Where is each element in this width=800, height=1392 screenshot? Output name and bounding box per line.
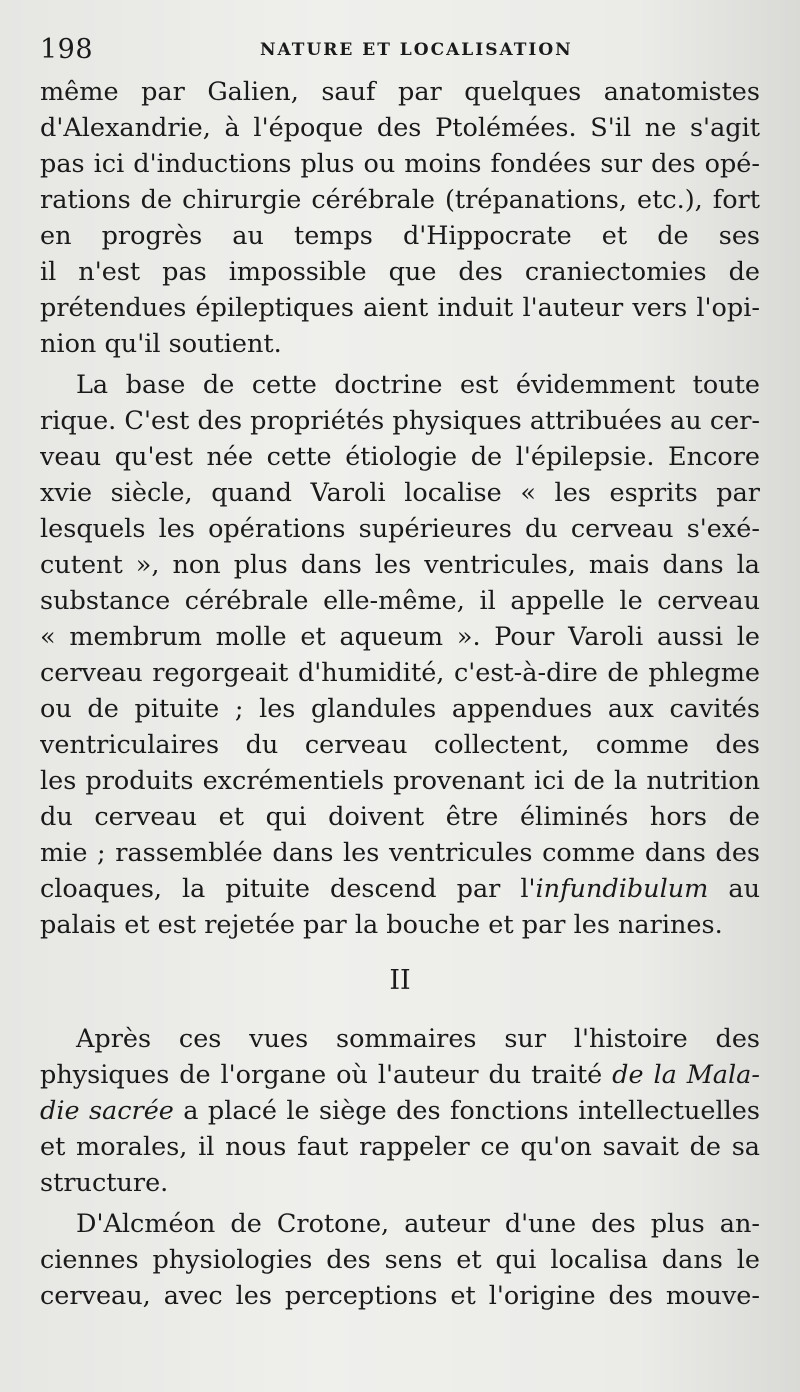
text-line: cerveau, avec les perceptions et l'origine des mouve- <box>40 1281 760 1311</box>
text-fragment: a placé le siège des fonctions intellectuelles <box>173 1096 760 1126</box>
text-line: cerveau regorgeait d'humidité, c'est-à-dire de phlegme <box>40 658 760 688</box>
text-line: cutent », non plus dans les ventricules, mais dans la <box>40 550 760 580</box>
paragraph-4 <box>40 1206 760 1314</box>
text-line: nion qu'il soutient. <box>40 329 282 359</box>
text-line: xvie siècle, quand Varoli localise « les esprits par <box>40 478 760 508</box>
italic-title: de la Mala- <box>612 1060 760 1090</box>
text-line <box>40 1057 760 1093</box>
text-line: substance cérébrale elle-même, il appelle le cerveau <box>40 586 760 616</box>
paragraph-3 <box>40 1021 760 1201</box>
text-line <box>40 1093 760 1129</box>
text-line: ou de pituite ; les glandules appendues aux cavités <box>40 694 760 724</box>
text-line: mie ; rassemblée dans les ventricules comme dans des <box>40 838 760 868</box>
text-line: Après ces vues sommaires sur l'histoire des <box>76 1024 760 1054</box>
text-fragment: au <box>708 874 760 904</box>
text-line: lesquels les opérations supérieures du cerveau s'exé- <box>40 514 760 544</box>
paragraph-1 <box>40 74 760 362</box>
text-line: rations de chirurgie cérébrale (trépanations, etc.), fort <box>40 185 760 215</box>
running-head: NATURE ET LOCALISATION <box>260 40 573 60</box>
italic-term: infundibulum <box>535 874 709 904</box>
section-heading: II <box>389 965 411 996</box>
page-number: 198 <box>40 34 94 65</box>
text-line: et morales, il nous faut rappeler ce qu'on savait de sa <box>40 1132 760 1162</box>
text-line: du cerveau et qui doivent être éliminés hors de <box>40 802 760 832</box>
text-fragment: physiques de l'organe où l'auteur du traité <box>40 1060 613 1090</box>
text-line: prétendues épileptiques aient induit l'auteur vers l'opi- <box>40 293 760 323</box>
text-line: en progrès au temps d'Hippocrate et de ses <box>40 221 760 251</box>
text-line: même par Galien, sauf par quelques anatomistes <box>40 77 760 107</box>
italic-title: die sacrée <box>40 1096 174 1126</box>
text-line: d'Alexandrie, à l'époque des Ptolémées. S'il ne s'agit <box>40 113 760 143</box>
text-line <box>40 871 760 907</box>
text-line: ciennes physiologies des sens et qui localisa dans le <box>40 1245 760 1275</box>
text-line: il n'est pas impossible que des craniectomies de <box>40 257 760 287</box>
text-line: « membrum molle et aqueum ». Pour Varoli aussi le <box>40 622 760 652</box>
page-header <box>40 30 760 70</box>
text-line: veau qu'est née cette étiologie de l'épilepsie. Encore <box>40 442 760 472</box>
text-line: palais et est rejetée par la bouche et par les narines. <box>40 910 723 940</box>
text-line: La base de cette doctrine est évidemment toute <box>76 370 760 400</box>
text-line: ventriculaires du cerveau collectent, comme des <box>40 730 760 760</box>
text-fragment: cloaques, la pituite descend par l' <box>40 874 536 904</box>
text-line: D'Alcméon de Crotone, auteur d'une des plus an- <box>76 1209 760 1239</box>
text-line: rique. C'est des propriétés physiques attribuées au cer- <box>40 406 760 436</box>
text-line: structure. <box>40 1168 169 1198</box>
text-line: pas ici d'inductions plus ou moins fondées sur des opé- <box>40 149 760 179</box>
text-line: les produits excrémentiels provenant ici de la nutrition <box>40 766 760 796</box>
body-text <box>40 74 760 1314</box>
paragraph-2 <box>40 367 760 943</box>
